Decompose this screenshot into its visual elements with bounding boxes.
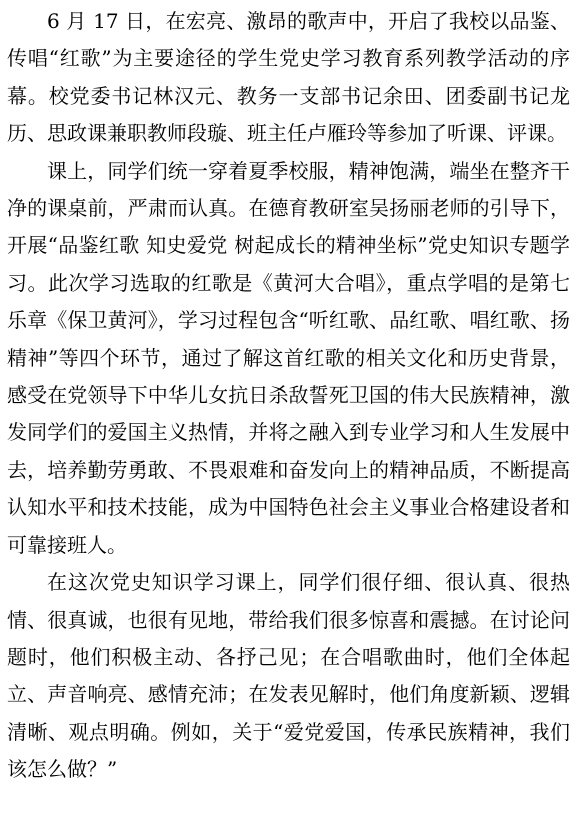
paragraph-student-performance: 在这次党史知识学习课上，同学们很仔细、很认真、很热情、很真诚，也很有见地，带给我们很多惊喜和震撼。在讨论问题时，他们积极主动、各抒己见；在合唱歌曲时，他们全体起立、声音响亮、感情充沛；在发表见解时，他们角度新颖、逻辑清晰、观点明确。例如，关于“爱党爱国，传承民族精神，我们该怎么做？” <box>7 570 570 782</box>
paragraph-class-activity: 课上，同学们统一穿着夏季校服，精神饱满，端坐在整齐干净的课桌前，严肃而认真。在德育教研室吴扬丽老师的引导下，开展“品鉴红歌 知史爱党 树起成长的精神坐标”党史知识专题学习。此次学习选取的红歌是《黄河大合唱》，重点学唱的是第七乐章《保卫黄河》，学习过程包含“听红歌、品红歌、唱红歌、扬精神”等四个环节，通过了解这首红歌的相关文化和历史背景，感受在党领导下中华儿女抗日杀敌誓死卫国的伟大民族精神，激发同学们的爱国主义热情，并将之融入到专业学习和人生发展中去，培养勤劳勇敢、不畏艰难和奋发向上的精神品质，不断提高认知水平和技术技能，成为中国特色社会主义事业合格建设者和可靠接班人。 <box>7 158 570 557</box>
paragraph-opening: 6 月 17 日，在宏亮、激昂的歌声中，开启了我校以品鉴、传唱“红歌”为主要途径的学生党史学习教育系列教学活动的序幕。校党委书记林汉元、教务一支部书记余田、团委副书记龙历、思政课兼职教师段璇、班主任卢雁玲等参加了听课、评课。 <box>7 9 570 146</box>
